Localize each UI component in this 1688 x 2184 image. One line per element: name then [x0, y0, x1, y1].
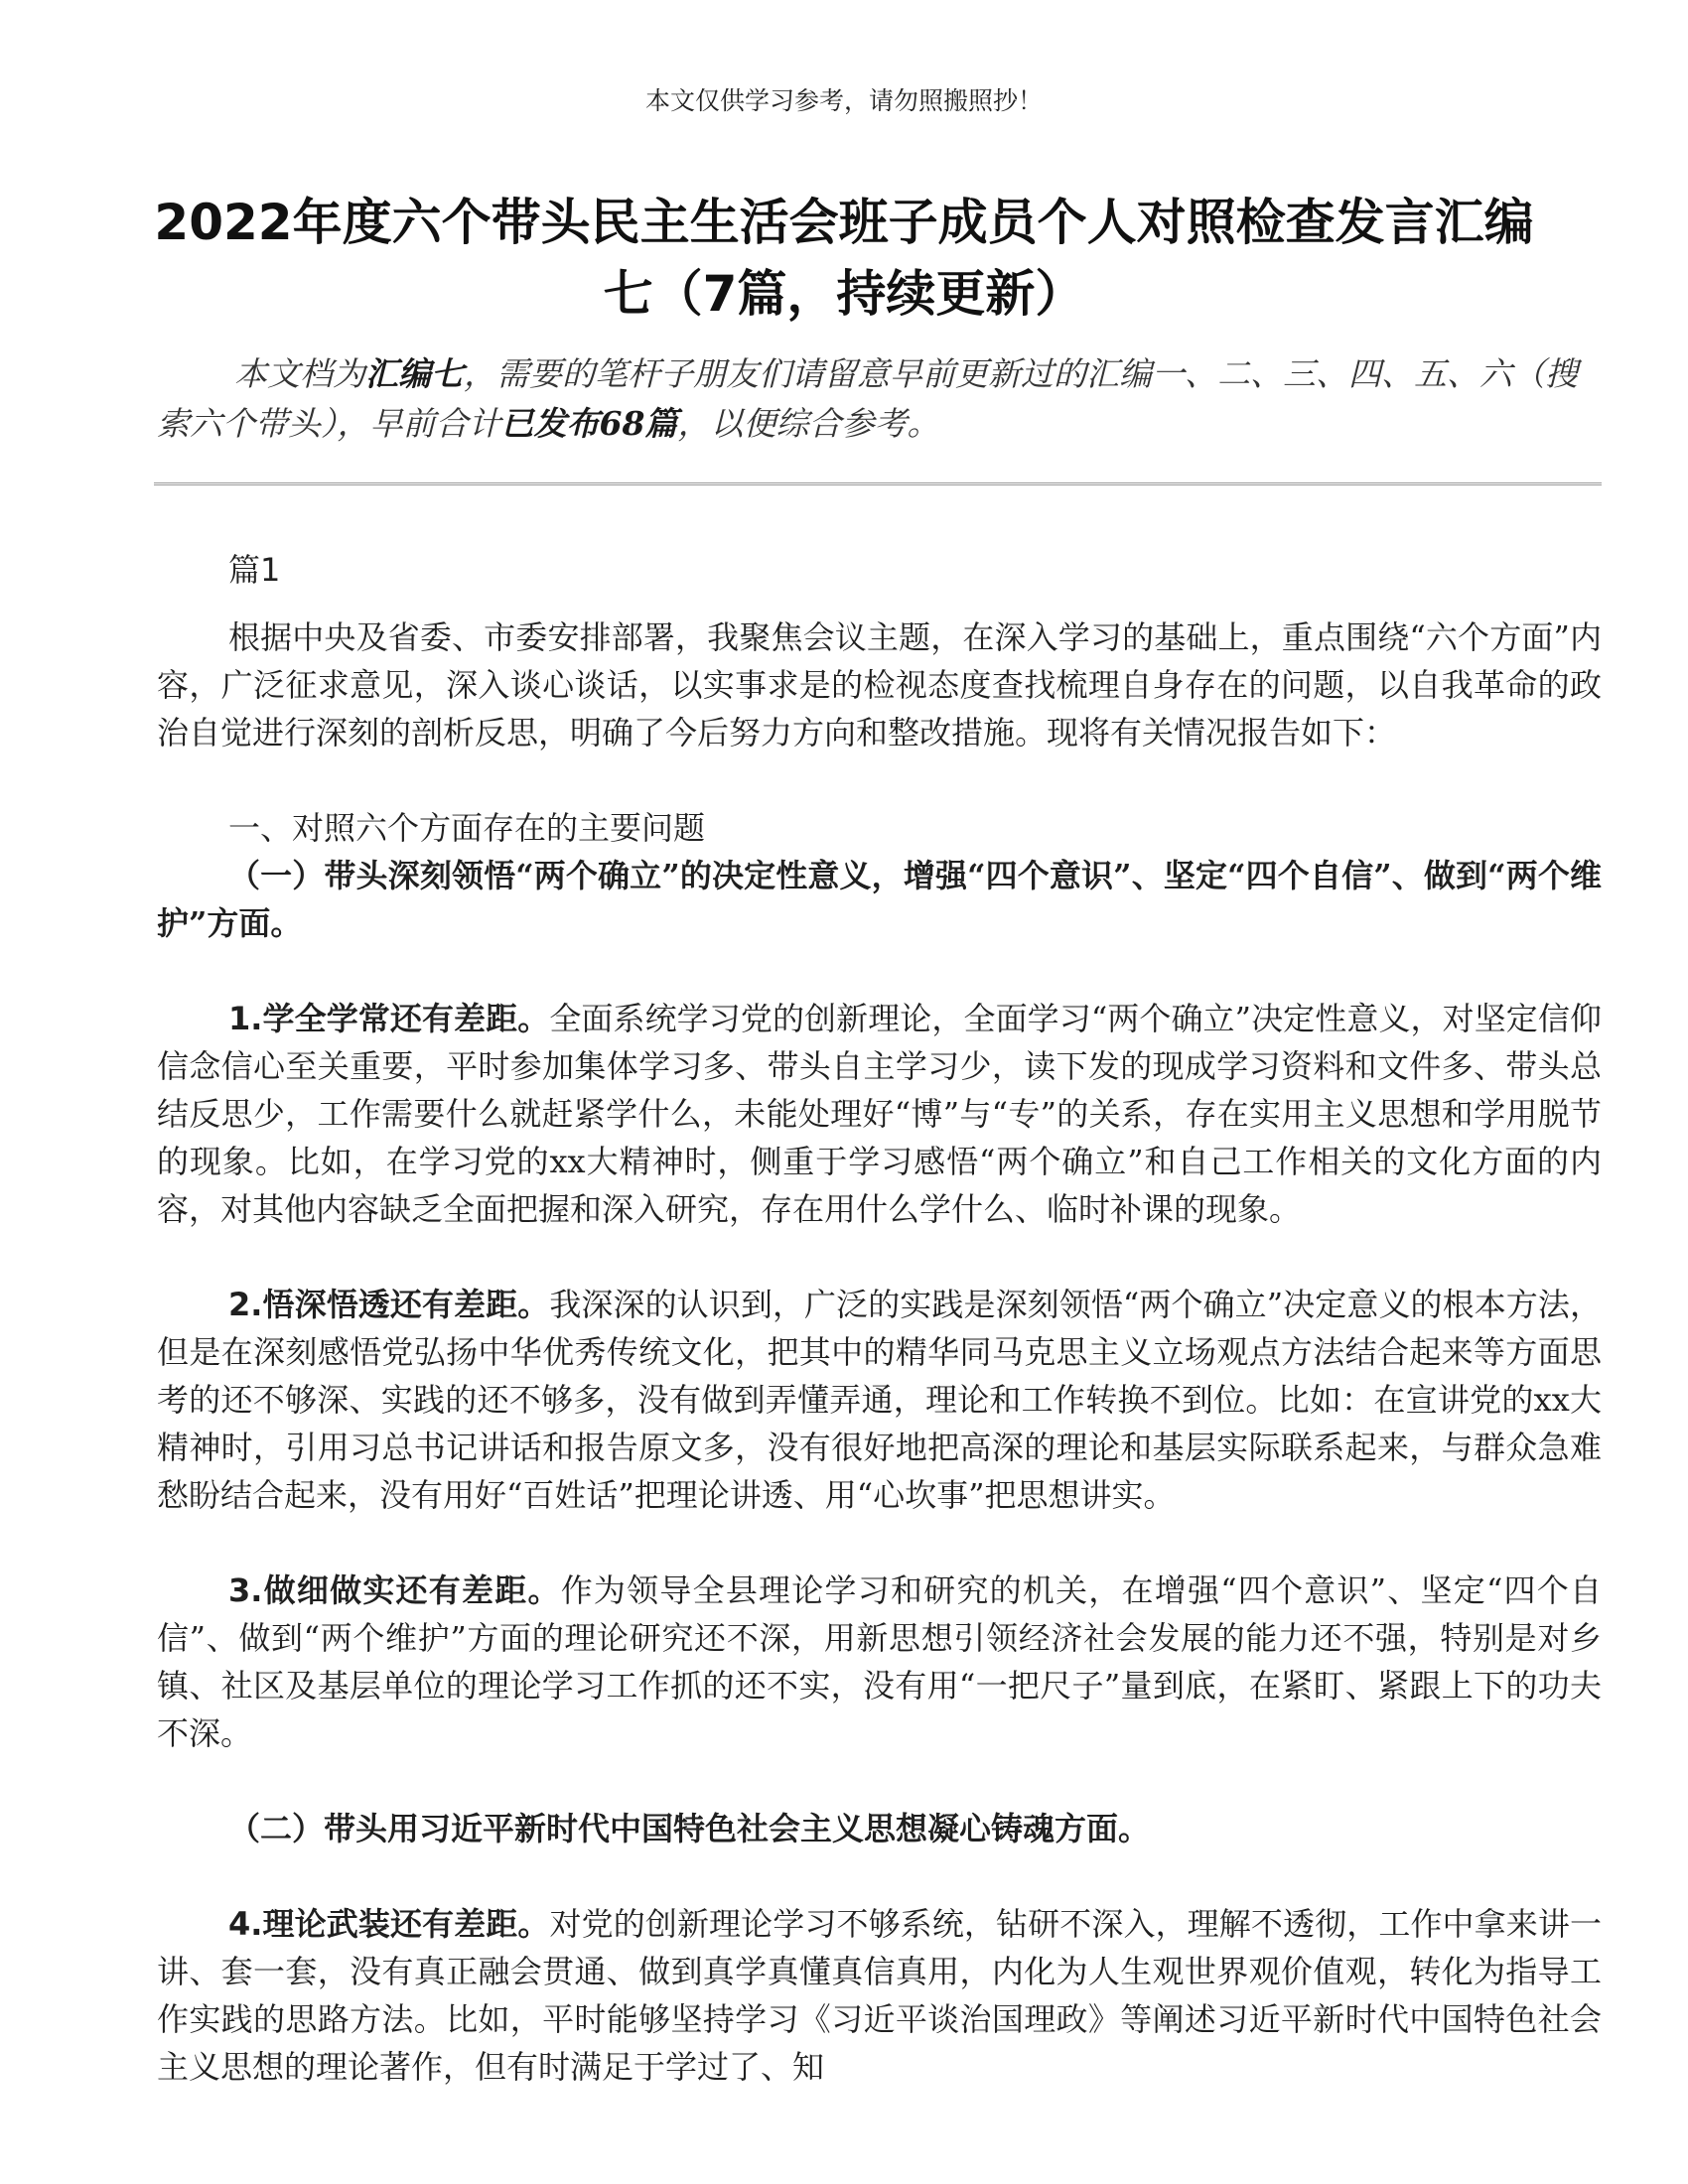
item-text-3: 作为领导全县理论学习和研究的机关，在增强“四个意识”、坚定“四个自信”、做到“两个维护”方面的理论研究还不深，用新思想引领经济社会发展的能力还不强，特别是对乡镇、社区及基层单位的理论学习工作抓的还不实，没有用“一把尺子”量到底，在紧盯、紧跟上下的功夫不深。 [157, 1571, 1602, 1752]
item-paragraph-3 [157, 1567, 1602, 1757]
subsection-heading-2: （二）带头用习近平新时代中国特色社会主义思想凝心铸魂方面。 [228, 1810, 1151, 1847]
opening-paragraph: 根据中央及省委、市委安排部署，我聚焦会议主题，在深入学习的基础上，重点围绕“六个方面”内容，广泛征求意见，深入谈心谈话，以实事求是的检视态度查找梳理自身存在的问题，以自我革命的政治自觉进行深刻的剖析反思，明确了今后努力方向和整改措施。现将有关情况报告如下： [157, 618, 1602, 751]
item-text-4: 对党的创新理论学习不够系统，钻研不深入，理解不透彻，工作中拿来讲一讲、套一套，没有真正融会贯通、做到真学真懂真信真用，内化为人生观世界观价值观，转化为指导工作实践的思路方法。比如，平时能够坚持学习《习近平谈治国理政》等阐述习近平新时代中国特色社会主义思想的理论著作，但有时满足于学过了、知 [157, 1905, 1602, 2086]
reference-notice: 本文仅供学习参考，请勿照搬照抄！ [644, 86, 1043, 115]
section-divider [154, 482, 1602, 485]
item-lead-4: 4.理论武装还有差距。 [228, 1905, 550, 1943]
item-text-1: 全面系统学习党的创新理论，全面学习“两个确立”决定性意义，对坚定信仰信念信心至关重要，平时参加集体学习多、带头自主学习少，读下发的现成学习资料和文件多、带头总结反思少，工作需要什么就赶紧学什么，未能处理好“博”与“专”的关系，存在实用主义思想和学用脱节的现象。比如，在学习党的xx大精神时，侧重于学习感悟“两个确立”和自己工作相关的文化方面的内容，对其他内容缺乏全面把握和深入研究，存在用什么学什么、临时补课的现象。 [157, 1000, 1602, 1228]
section-heading: 一、对照六个方面存在的主要问题 [228, 809, 706, 847]
intro-text-1: 本文档为 [234, 354, 365, 393]
item-text-2: 我深深的认识到，广泛的实践是深刻领悟“两个确立”决定意义的根本方法，但是在深刻感悟党弘扬中华优秀传统文化，把其中的精华同马克思主义立场观点方法结合起来等方面思考的还不够深、实践的还不够多，没有做到弄懂弄通，理论和工作转换不到位。比如：在宣讲党的xx大精神时，引用习总书记讲话和报告原文多，没有很好地把高深的理论和基层实际联系起来，与群众急难愁盼结合起来，没有用好“百姓话”把理论讲透、用“心坎事”把思想讲实。 [157, 1286, 1602, 1514]
item-lead-2: 2.悟深悟透还有差距。 [228, 1286, 550, 1323]
intro-text-3: ，以便综合参考。 [677, 404, 940, 443]
document-title: 2022年度六个带头民主生活会班子成员个人对照检查发言汇编七（7篇，持续更新） [154, 194, 1534, 323]
item-paragraph-1 [157, 995, 1602, 1233]
intro-paragraph [157, 349, 1602, 449]
item-lead-3: 3.做细做实还有差距。 [228, 1571, 561, 1609]
item-lead-1: 1.学全学常还有差距。 [228, 1000, 550, 1037]
article-label: 篇1 [228, 551, 281, 589]
item-paragraph-4 [157, 1900, 1602, 2091]
subsection-heading-1: （一）带头深刻领悟“两个确立”的决定性意义，增强“四个意识”、坚定“四个自信”、做到“两个维护”方面。 [157, 857, 1602, 942]
intro-bold-compilation: 汇编七 [365, 354, 464, 393]
intro-bold-count: 已发布68篇 [500, 404, 678, 443]
intro-text-2: ，需要的笔杆子朋友们请留意早前更新过的汇编一、二、三、四、五、六（搜索六个带头），早前合计 [157, 354, 1578, 443]
article-body [157, 546, 1602, 2091]
item-paragraph-2 [157, 1281, 1602, 1519]
